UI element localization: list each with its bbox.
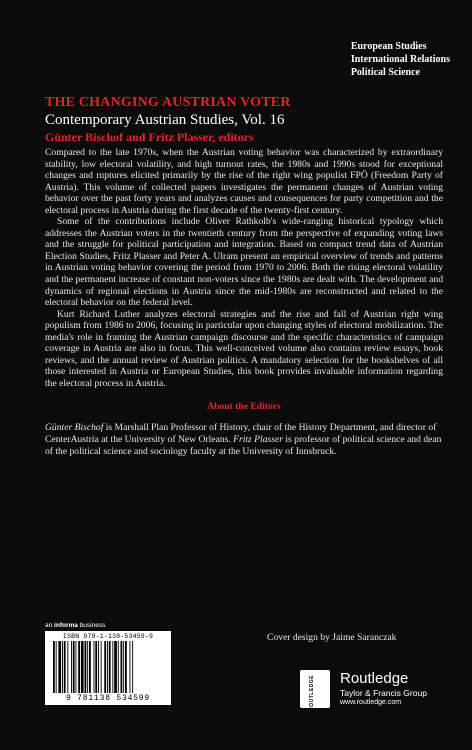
barcode-bar: [58, 641, 61, 693]
barcode-bar: [95, 641, 97, 693]
informa-brand: informa: [54, 622, 78, 629]
editor-bios: [45, 422, 443, 457]
barcode-bar: [114, 641, 117, 693]
barcode-bar: [87, 641, 88, 693]
barcode-bar: [101, 641, 102, 693]
barcode-bar: [76, 641, 77, 693]
barcode-bar: [94, 641, 95, 693]
barcode-bar: [73, 641, 75, 693]
barcode-bar: [89, 641, 91, 693]
bio2-text: is professor of political science and dean of the political science and sociology faculty at the University of Innsbruck.: [45, 434, 442, 457]
series-line: Contemporary Austrian Studies, Vol. 16: [45, 112, 285, 128]
barcode-bar: [62, 641, 63, 693]
barcode-bar: [112, 641, 113, 693]
subject-3: Political Science: [350, 67, 420, 78]
barcode-bars: [53, 641, 163, 693]
bio1-text: is Marshall Plan Professor of History, chair of the History Department, and director of CenterAustria at the University of New Orleans.: [45, 422, 437, 446]
barcode-number: 9 781138 534599: [65, 694, 150, 703]
book-title: THE CHANGING AUSTRIAN VOTER: [45, 95, 291, 110]
editors-line: Günter Bischof and Fritz Plasser, editors: [45, 130, 254, 144]
description-paragraph-2: Some of the contributions include Oliver Rathkolb's wide-ranging historical typology which addresses the Austrian voters in the twentieth century from the perspective of expanding voting laws and the struggle for political participation and integration. Based on compact trend data of Austrian Election Studies, Fritz Plasser and Peter A. Ulram present an empirical overview of trends and patterns in Austrian voting behavior covering the period from 1970 to 2006. Both the rising electoral volatility and the permanent increase of constant non-voters since the 1980s are dealt with. The development and dynamics of regional elections in Austria since the mid-1980s are reconstructed and related to the electoral behavior on the federal level.: [45, 216, 443, 309]
barcode-bar: [104, 641, 106, 693]
barcode-bar: [121, 641, 123, 693]
barcode-bar: [98, 641, 99, 693]
back-cover-text: [45, 94, 443, 457]
barcode-bar: [71, 641, 72, 693]
barcode-bar: [130, 641, 131, 693]
subject-list: [351, 40, 450, 79]
barcode-bar: [81, 641, 84, 693]
subject-1: European Studies: [350, 41, 427, 52]
bio1-name: Günter Bischof: [45, 422, 104, 434]
barcode-bar: [125, 641, 127, 693]
subject-2: International Relations: [350, 54, 450, 65]
routledge-logo-icon: ROUTLEDGE: [300, 670, 330, 708]
barcode-bar: [64, 641, 66, 693]
barcode-bar: [78, 641, 80, 693]
barcode-bar: [109, 641, 111, 693]
publisher-url: www.routledge.com: [340, 699, 402, 706]
description-paragraph-3: Kurt Richard Luther analyzes electoral strategies and the rise and fall of Austrian right wing populism from 1986 to 2006, focusing in particular upon changing styles of electoral mobilization. The media's role in framing the Austrian campaign discourse and the specific characteristics of campaign coverage in Austria are also in focus. This well-conceived volume also contains review essays, book reviews, and the annual review of Austrian politics. A mandatory selection for the bookshelves of all those interested in Austria or European Studies, this book provides invaluable information regarding the electoral process in Austria.: [45, 308, 443, 389]
publisher-block: [300, 670, 450, 710]
barcode-bar: [67, 641, 68, 693]
barcode-bar: [132, 641, 133, 693]
cover-design-credit: Cover design by Jaime Saranczak: [267, 632, 397, 643]
description-paragraph-1: Compared to the late 1970s, when the Austrian voting behavior was characterized by extraordinary stability, low electoral volatility, and high turnout rates, the 1980s and 1990s stood for exceptional changes and ruptures elicited primarily by the rise of the right wing populist FPÖ (Freedom Party of Austria). This volume of collected papers investigates the permanent changes of Austrian voting behavior over the past forty years and analyzes causes and consequences for party competition and the electoral process in Austria during the first decade of the twenty-first century.: [45, 147, 443, 216]
barcode-bar: [107, 641, 108, 693]
barcode-bar: [123, 641, 124, 693]
publisher-name: Routledge: [340, 670, 409, 687]
publisher-group: Taylor & Francis Group: [340, 688, 427, 698]
isbn-label: ISBN 978-1-138-53459-9: [62, 633, 154, 640]
barcode-bar: [118, 641, 119, 693]
isbn-barcode: [45, 631, 171, 705]
barcode-bar: [53, 641, 55, 693]
barcode-bar: [56, 641, 57, 693]
bio2-name: Fritz Plasser: [233, 434, 283, 446]
informa-tagline: an informa business: [45, 622, 106, 629]
barcode-bar: [85, 641, 87, 693]
about-editors-heading: About the Editors: [207, 401, 281, 413]
